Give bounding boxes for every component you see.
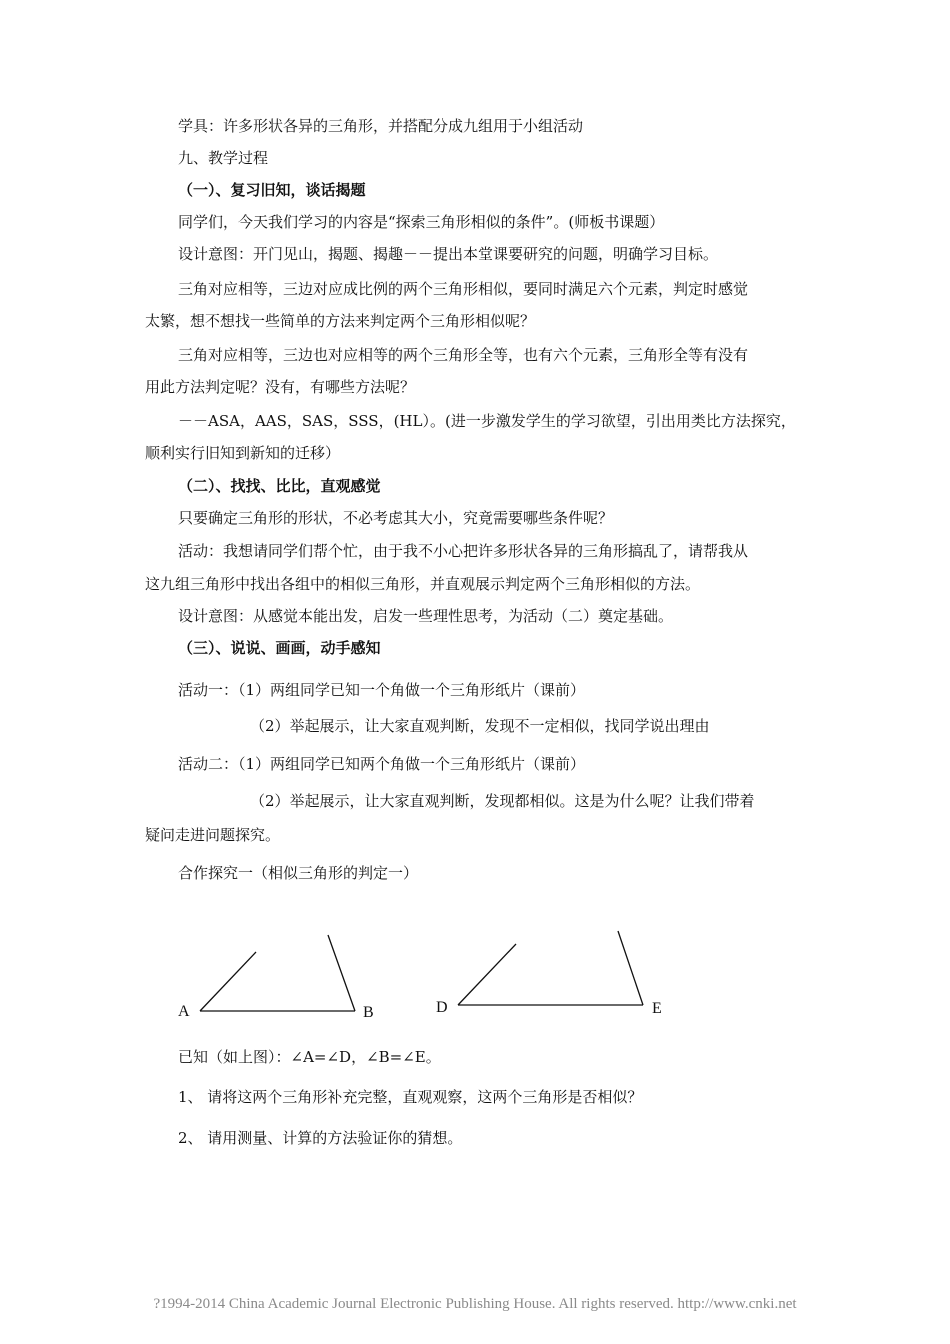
vertex-label-e: E [652,1000,662,1017]
activity-one-step-2: （2）举起展示，让大家直观判断，发现不一定相似，找同学说出理由 [250,717,710,735]
similarity-paragraph-line-1: 三角对应相等，三边对应成比例的两个三角形相似，要同时满足六个元素，判定时感觉 [178,280,749,298]
section-2-heading: （二）、找找、比比，直观感觉 [178,477,381,495]
activity-paragraph-line-2: 这九组三角形中找出各组中的相似三角形，并直观展示判定两个三角形相似的方法。 [145,575,701,593]
activity-two-step-2-continued: 疑问走进问题探究。 [145,826,281,844]
design-intent-2: 设计意图：从感觉本能出发，启发一些理性思考，为活动（二）奠定基础。 [178,607,674,625]
learning-tools-line: 学具：许多形状各异的三角形，并搭配分成九组用于小组活动 [178,117,584,135]
activity-two-step-1: 活动二：（1）两组同学已知两个角做一个三角形纸片（课前） [178,755,586,773]
congruence-paragraph-line-2: 用此方法判定呢？没有，有哪些方法呢？ [145,378,416,396]
vertex-label-d: D [436,999,448,1016]
partial-side-a [200,952,256,1011]
teaching-process-heading: 九、教学过程 [178,149,269,167]
activity-two-step-2: （2）举起展示，让大家直观判断，发现都相似。这是为什么呢？让我们带着 [250,792,755,810]
triangle-diagram [170,925,700,1030]
question-2: 2、 请用测量、计算的方法验证你的猜想。 [178,1129,463,1147]
congruence-methods-line-2: 顺利实行旧知到新知的迁移） [145,444,341,462]
activity-paragraph-line-1: 活动：我想请同学们帮个忙，由于我不小心把许多形状各异的三角形搞乱了，请帮我从 [178,542,749,560]
activity-one-step-1: 活动一：（1）两组同学已知一个角做一个三角形纸片（课前） [178,681,586,699]
partial-side-d [458,944,516,1005]
given-statement: 已知（如上图）：∠A=∠D，∠B=∠E。 [178,1048,441,1066]
intro-paragraph: 同学们，今天我们学习的内容是“探索三角形相似的条件”。(师板书课题） [178,213,665,231]
partial-side-b [328,935,355,1011]
section-3-heading: （三）、说说、画画，动手感知 [178,639,381,657]
similarity-paragraph-line-2: 太繁，想不想找一些简单的方法来判定两个三角形相似呢？ [145,312,536,330]
vertex-label-a: A [178,1003,190,1020]
congruence-paragraph-line-1: 三角对应相等，三边也对应相等的两个三角形全等，也有六个元素，三角形全等有没有 [178,346,749,364]
section-1-heading: （一）、复习旧知，谈话揭题 [178,181,366,199]
shape-question: 只要确定三角形的形状，不必考虑其大小，究竟需要哪些条件呢？ [178,509,614,527]
triangle-diagram-svg [170,925,700,1030]
question-1: 1、 请将这两个三角形补充完整，直观观察，这两个三角形是否相似？ [178,1088,643,1106]
partial-side-e [618,931,643,1005]
cooperative-exploration-heading: 合作探究一（相似三角形的判定一） [178,864,419,882]
vertex-label-b: B [363,1004,374,1021]
copyright-footer: ?1994-2014 China Academic Journal Electronic Publishing House. All rights reserved. http://www.cnki.net [153,1296,797,1312]
congruence-methods-line-1: －－ASA，AAS，SAS，SSS，(HL）。(进一步激发学生的学习欲望，引出用类比方法探究， [178,412,796,430]
design-intent-1: 设计意图：开门见山，揭题、揭趣－－提出本堂课要研究的问题，明确学习目标。 [178,245,719,263]
